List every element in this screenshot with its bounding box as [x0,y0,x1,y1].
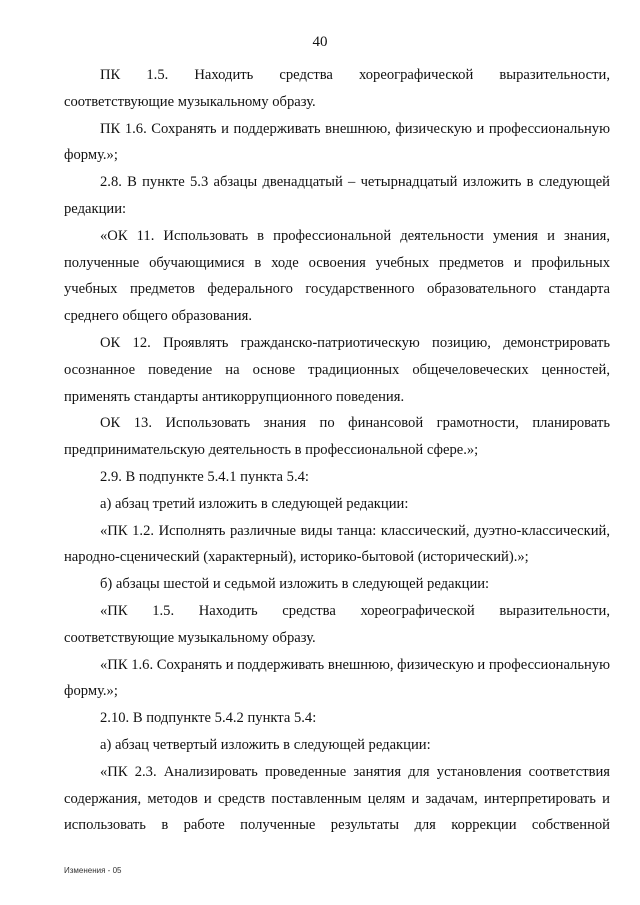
page-number: 40 [312,34,328,50]
paragraph-2-9: 2.9. В подпункте 5.4.1 пункта 5.4: [100,468,309,485]
paragraph-pk-1-2: «ПК 1.2. Исполнять различные виды танца: классический, дуэтно-классический, народно-сценический (характерный), историко-бытовой (исторический).»; [64,522,610,566]
document-body [64,62,610,839]
paragraph-pk-1-6-quoted: «ПК 1.6. Сохранять и поддерживать внешнюю, физическую и профессиональную форму.»; [64,656,610,700]
paragraph-pk-1-5-quoted: «ПК 1.5. Находить средства хореографической выразительности, соответствующие музыкальному образу. [64,602,610,646]
paragraph-2-8: 2.8. В пункте 5.3 абзацы двенадцатый – четырнадцатый изложить в следующей редакции: [64,174,610,217]
paragraph-ok-13: ОК 13. Использовать знания по финансовой грамотности, планировать предпринимательскую деятельность в профессиональной сфере.»; [64,415,610,459]
paragraph-ok-11: «ОК 11. Использовать в профессиональной деятельности умения и знания, полученные обучающимися в ходе освоения учебных предметов и профильных учебных предметов федерального государственного образовательного стандарта среднего общего образования. [64,227,610,325]
paragraph-ok-12: ОК 12. Проявлять гражданско-патриотическую позицию, демонстрировать осознанное поведение на основе традиционных общечеловеческих ценностей, применять стандарты антикоррупционного поведения. [64,334,610,405]
paragraph-pk-2-3: «ПК 2.3. Анализировать проведенные занятия для установления соответствия содержания, методов и средств поставленным целям и задачам, интерпретировать и использовать в работе полученные результаты для коррекции собственной [64,763,610,834]
paragraph-2-9-b: б) абзацы шестой и седьмой изложить в следующей редакции: [100,576,490,593]
footer-revision-note: Изменения - 05 [64,866,122,875]
paragraph-2-10-a: а) абзац четвертый изложить в следующей редакции: [100,736,431,753]
paragraph-2-10: 2.10. В подпункте 5.4.2 пункта 5.4: [100,710,317,727]
paragraph-pk-1-6: ПК 1.6. Сохранять и поддерживать внешнюю, физическую и профессиональную форму.»; [64,120,610,164]
paragraph-pk-1-5: ПК 1.5. Находить средства хореографической выразительности, соответствующие музыкальному образу. [64,67,610,110]
paragraph-2-9-a: а) абзац третий изложить в следующей редакции: [100,495,409,512]
